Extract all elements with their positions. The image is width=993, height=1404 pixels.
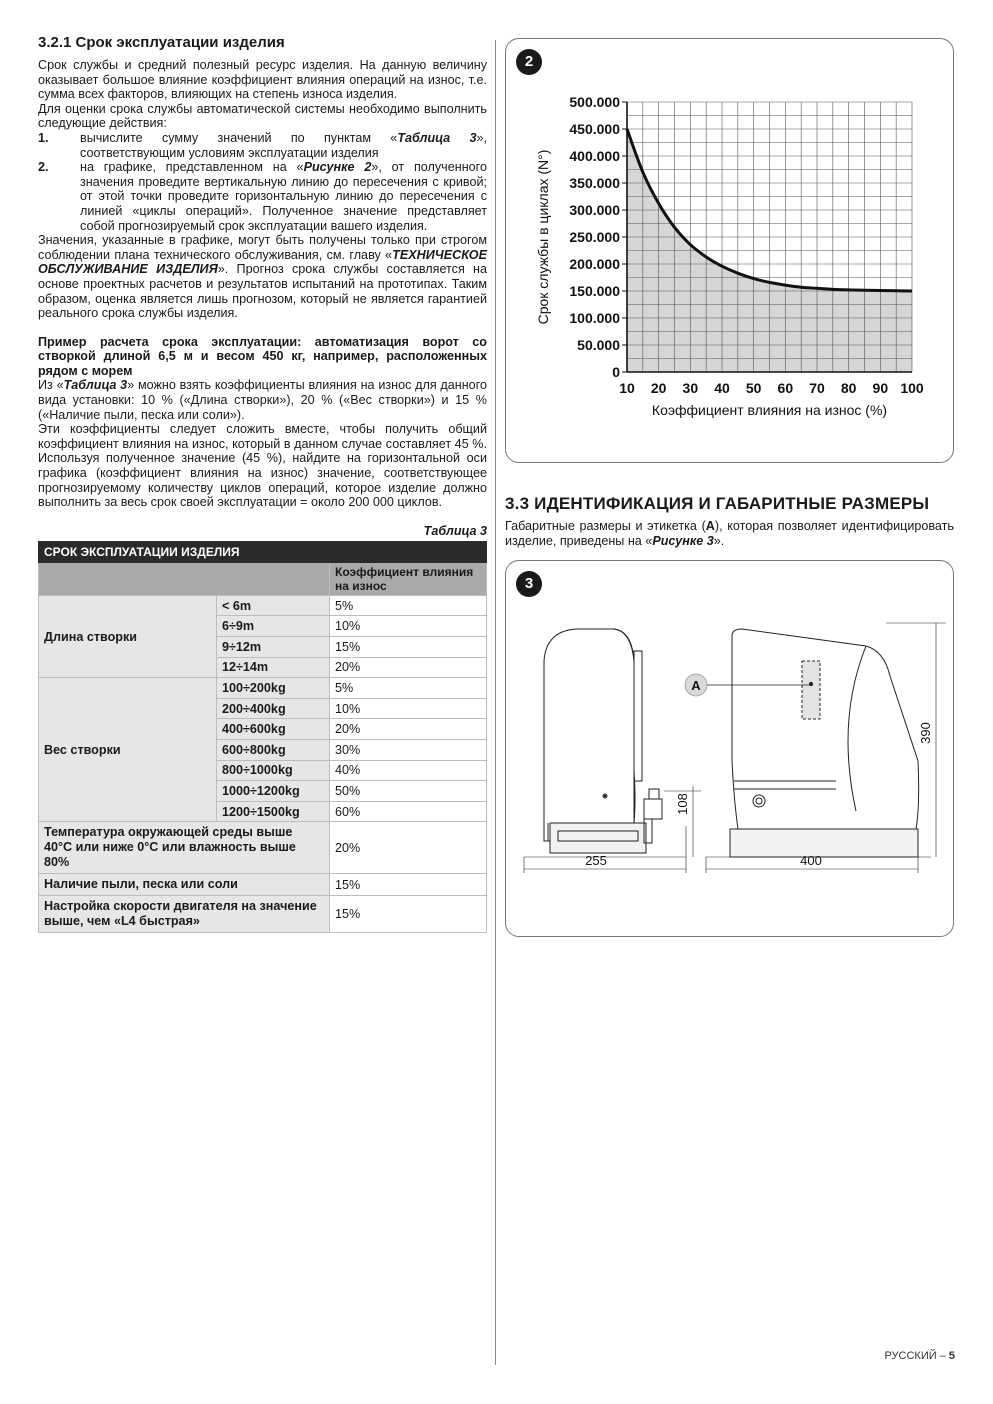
steps-list	[38, 131, 487, 233]
x-tick-label: 80	[840, 380, 857, 396]
figure-3	[505, 560, 954, 937]
table-value: 15%	[330, 874, 487, 896]
section-title-321: 3.2.1 Срок эксплуатации изделия	[38, 34, 285, 51]
example-heading: Пример расчета срока эксплуатации: автоматизация ворот со створкой длиной 6,5 м и весом 450 кг, например, расположенных рядом с морем	[38, 334, 487, 378]
figure-badge: 3	[516, 571, 542, 597]
table-header: Коэффициент влияния на износ	[330, 562, 487, 595]
paragraph-dimensions: Габаритные размеры и этикетка (A), которая позволяет идентифицировать изделие, приведены на «Рисунке 3».	[505, 519, 954, 548]
y-tick-label: 350.000	[569, 175, 620, 191]
x-tick-label: 70	[809, 380, 825, 396]
table-range: 600÷800kg	[217, 739, 330, 760]
y-tick-label: 100.000	[569, 310, 620, 326]
y-tick-label: 300.000	[569, 202, 620, 218]
table-row	[39, 678, 487, 699]
y-tick-label: 200.000	[569, 256, 620, 272]
paragraph-values-note: Значения, указанные в графике, могут быть получены только при строгом соблюдении плана технического обслуживания, см. главу «ТЕХНИЧЕСКОЕ ОБСЛУЖИВАНИЕ ИЗДЕЛИЯ». Прогноз срока службы составляется на основе проектных расчетов и результатов испытаний на прототипах. Таким образом, оценка является лишь прогнозом, который не является гарантией реального срока службы изделия.	[38, 233, 487, 321]
dimensions-drawing	[506, 561, 953, 936]
table-range: 9÷12m	[217, 637, 330, 658]
figure-2	[505, 38, 954, 463]
y-axis-label: Срок службы в циклах (N°)	[535, 149, 551, 325]
dimension-255: 255	[585, 853, 607, 868]
front-view	[730, 629, 919, 857]
page-footer: РУССКИЙ – 5	[884, 1350, 955, 1362]
table-condition-label: Температура окружающей среды выше 40°C или ниже 0°C или влажность выше 80%	[39, 822, 330, 874]
y-tick-label: 50.000	[577, 337, 620, 353]
side-view	[544, 629, 662, 853]
example-paragraph-2: Эти коэффициенты следует сложить вместе, чтобы получить общий коэффициент влияния на износ, который в данном случае составляет 45 %. Используя полученное значение (45 %), найдите на горизонтальной оси графика (коэффициент влияния на износ) значение, соответствующее прогнозируемому количеству циклов операций, которое изделие должно выполнить за весь срок своей эксплуатации = около 200 000 циклов.	[38, 422, 487, 510]
column-divider	[495, 40, 496, 1365]
list-item: 2. на графике, представленном на «Рисунке 2», от полученного значения проведите вертикальную линию до пересечения с кривой; от этой точки проведите горизонтальную линию до пересечения с линией «циклы операций». Полученное значение представляет собой прогнозируемый срок эксплуатации вашего изделия.	[38, 160, 487, 233]
table-value: 5%	[330, 678, 487, 699]
dimension-108: 108	[675, 793, 690, 815]
x-tick-label: 50	[745, 380, 762, 396]
y-tick-label: 450.000	[569, 121, 620, 137]
x-tick-label: 60	[777, 380, 794, 396]
table-value: 15%	[330, 896, 487, 933]
section-title-33: 3.3 ИДЕНТИФИКАЦИЯ И ГАБАРИТНЫЕ РАЗМЕРЫ	[505, 494, 930, 513]
table-value: 40%	[330, 760, 487, 781]
table-value: 10%	[330, 698, 487, 719]
y-tick-label: 400.000	[569, 148, 620, 164]
y-tick-label: 500.000	[569, 94, 620, 110]
table-value: 50%	[330, 781, 487, 802]
table-value: 10%	[330, 616, 487, 637]
table-row	[39, 896, 487, 933]
table-value: 20%	[330, 657, 487, 678]
x-tick-label: 40	[714, 380, 730, 396]
table-range: 200÷400kg	[217, 698, 330, 719]
x-tick-label: 90	[872, 380, 889, 396]
table-caption: Таблица 3	[423, 523, 487, 538]
x-tick-label: 30	[682, 380, 699, 396]
table-group-label: Вес створки	[39, 678, 217, 822]
table-value: 20%	[330, 822, 487, 874]
table-range: 1000÷1200kg	[217, 781, 330, 802]
x-tick-label: 10	[619, 380, 635, 396]
table-row	[39, 822, 487, 874]
table-range: 1200÷1500kg	[217, 801, 330, 822]
table-range: 100÷200kg	[217, 678, 330, 699]
service-life-chart	[506, 39, 953, 462]
dimension-390: 390	[918, 722, 933, 744]
table-condition-label: Настройка скорости двигателя на значение выше, чем «L4 быстрая»	[39, 896, 330, 933]
left-column	[38, 34, 487, 933]
x-tick-label: 100	[900, 380, 924, 396]
table-value: 20%	[330, 719, 487, 740]
example-paragraph-1: Из «Таблица 3» можно взять коэффициенты влияния на износ для данного вида установки: 10 % («Длина створки»), 20 % («Вес створки») и 15 % («Наличие пыли, песка или соли»).	[38, 378, 487, 422]
table-value: 5%	[330, 595, 487, 616]
paragraph-steps-intro: Для оценки срока службы автоматической системы необходимо выполнить следующие действия:	[38, 101, 487, 131]
label-a: A	[691, 678, 701, 693]
table-condition-label: Наличие пыли, песка или соли	[39, 874, 330, 896]
table-group-label: Длина створки	[39, 595, 217, 677]
table-range: 800÷1000kg	[217, 760, 330, 781]
y-tick-label: 250.000	[569, 229, 620, 245]
table-range: 400÷600kg	[217, 719, 330, 740]
table-title: СРОК ЭКСПЛУАТАЦИИ ИЗДЕЛИЯ	[39, 541, 487, 562]
y-tick-label: 0	[612, 364, 620, 380]
table-range: 12÷14m	[217, 657, 330, 678]
table-value: 60%	[330, 801, 487, 822]
x-tick-label: 20	[650, 380, 667, 396]
table-value: 30%	[330, 739, 487, 760]
table-header-blank	[39, 562, 330, 595]
table-row	[39, 595, 487, 616]
y-tick-label: 150.000	[569, 283, 620, 299]
table-range: 6÷9m	[217, 616, 330, 637]
list-item: 1. вычислите сумму значений по пунктам «Таблица 3», соответствующим условиям эксплуатации изделия	[38, 130, 487, 160]
x-axis-label: Коэффициент влияния на износ (%)	[651, 402, 888, 418]
table-row	[39, 874, 487, 896]
service-life-table	[38, 541, 487, 934]
figure-badge: 2	[516, 49, 542, 75]
table-value: 15%	[330, 637, 487, 658]
table-range: < 6m	[217, 595, 330, 616]
paragraph-intro: Срок службы и средний полезный ресурс изделия. На данную величину оказывает большое влияние коэффициент влияния операций на износ, т.е. сумма всех факторов, влияющих на степень износа изделия.	[38, 58, 487, 102]
dimension-400: 400	[800, 853, 822, 868]
